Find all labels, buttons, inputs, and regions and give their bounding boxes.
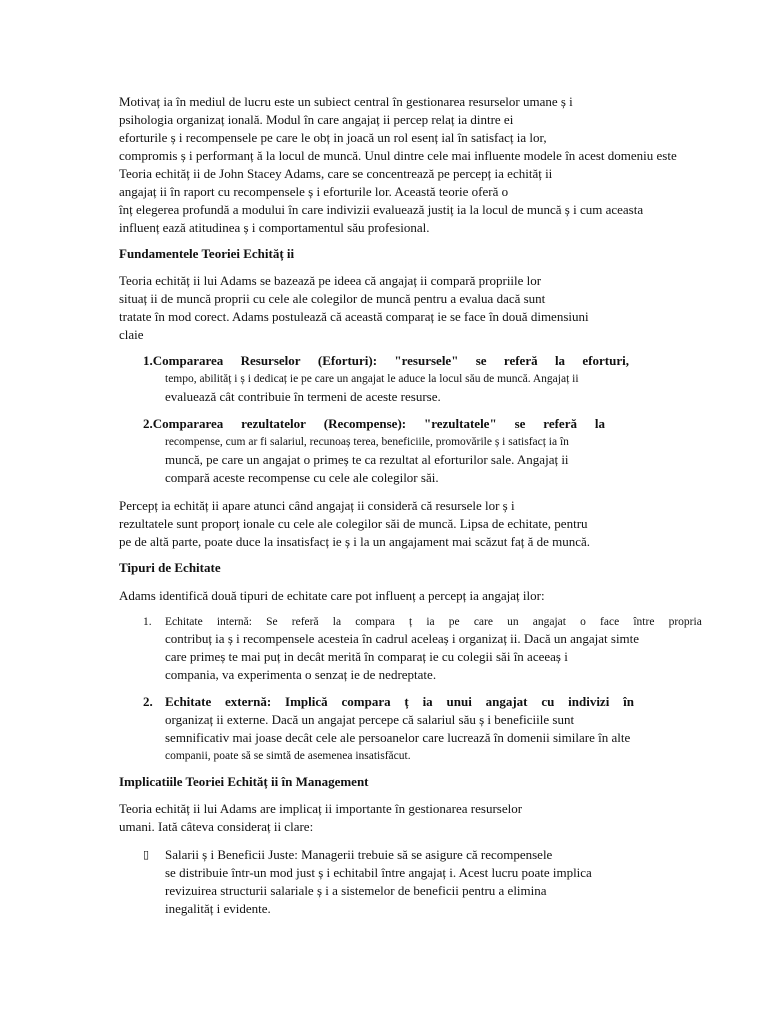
word: internă: [216, 616, 252, 628]
list-item-title [143, 415, 605, 433]
word: eforturi, [582, 353, 629, 368]
text-line: Motivaț ia în mediul de lucru este un subiect central în gestionarea resurselor umane ș i [119, 94, 573, 109]
word: referă [291, 616, 319, 628]
word: face [600, 616, 620, 628]
word: ț [404, 694, 409, 709]
text-line: Teoria echităț ii lui Adams se bazează pe ideea că angajaț ii compară propriile lor [119, 273, 542, 288]
text-line: Percepț ia echităț ii apare atunci când angajaț ii consideră că resursele lor ș i [119, 498, 515, 513]
word: compara [341, 694, 391, 709]
word: angajat [485, 694, 528, 709]
word: se [475, 353, 487, 368]
list-number: 1. [143, 616, 152, 628]
word: cu [541, 694, 555, 709]
word: referă [503, 353, 538, 368]
justified-line [143, 415, 605, 433]
text-line: revizuirea structurii salariale ș i a sistemelor de beneficii pentru a elimina [165, 883, 547, 898]
word: Echitate [165, 694, 212, 709]
word: (Eforturi): [317, 353, 378, 368]
text-line: Teoria echităț ii de John Stacey Adams, care se concentrează pe percepț ia echităț ii [119, 166, 553, 181]
word: se [514, 416, 526, 431]
word: în [623, 694, 634, 709]
justified-line [165, 613, 702, 631]
text-line: muncă, pe care un angajat o primeș te ca rezultat al eforturilor sale. Angajaț ii [165, 452, 569, 467]
text-line: înț elegerea profundă a modului în care indivizii evaluează justiț ia la locul de muncă ș i cum aceasta [119, 202, 644, 217]
list-number: 2. [143, 694, 153, 709]
word: externă: [225, 694, 272, 709]
word: Compararea [152, 416, 224, 431]
word: "resursele" [394, 353, 459, 368]
text-line: psihologia organizaț ională. Modul în care angajaț ii percep relaț ia dintre ei [119, 112, 514, 127]
text-line: Salarii ș i Beneficii Juste: Managerii trebuie să se asigure că recompensele [165, 847, 553, 862]
text-line: compară aceste recompense cu cele ale colegilor săi. [165, 470, 439, 485]
text-line: tempo, abilităț i ș i dedicaț ie pe care un angajat le aduce la locul său de muncă. Angajaț ii [165, 373, 579, 385]
text-line: se distribuie într-un mod just ș i echitabil între angajaț i. Acest lucru poate implica [165, 865, 592, 880]
word: ț [408, 616, 413, 628]
text-line: contribuț ia ș i recompensele acesteia în cadrul aceleaș i organizaț ii. Dacă un angajat simte [165, 631, 640, 646]
text-line: evaluează cât contribuie în termeni de aceste resurse. [165, 389, 441, 404]
text-line: umani. Iată câteva consideraț ii clare: [119, 819, 314, 834]
text-line: compromis ș i performanț ă la locul de muncă. Unul dintre cele mai influente modele în acest domeniu este [119, 148, 677, 163]
section-heading-tipuri: Tipuri de Echitate [119, 560, 221, 575]
word: rezultatelor [241, 416, 306, 431]
section2-intro: Adams identifică două tipuri de echitate care pot influenț a percepț ia angajaț ilor: [119, 588, 545, 603]
word: care [473, 616, 493, 628]
word: la [554, 353, 566, 368]
section-heading-implicatii: Implicatiile Teoriei Echităț ii în Management [119, 774, 369, 789]
list-number: 2. [143, 416, 153, 431]
text-line: influenț ează atitudinea ș i comportamentul său profesional. [119, 220, 430, 235]
word: Compararea [152, 353, 224, 368]
text-line: care primeș te mai puț in decât merită în comparaț ie cu colegii săi în aceeaș i [165, 649, 568, 664]
word: referă [543, 416, 577, 431]
section1-paragraph [119, 272, 739, 344]
word: ia [422, 694, 433, 709]
text-line: Teoria echităț ii lui Adams are implicaț ii importante în gestionarea resurselor [119, 801, 523, 816]
text-line: inegalităț i evidente. [165, 901, 271, 916]
justified-line [165, 693, 634, 711]
text-line: pe de altă parte, poate duce la insatisfacț ie ș i la un angajament mai scăzut faț ă de muncă. [119, 534, 591, 549]
section1-closing-paragraph [119, 497, 739, 551]
text-line: compania, va experimenta o senzaț ie de nedreptate. [165, 667, 437, 682]
word: "rezultatele" [424, 416, 497, 431]
list-number: 1. [143, 353, 153, 368]
text-line: organizaț ii externe. Dacă un angajat percepe că salariul său ș i beneficiile sunt [165, 712, 575, 727]
word: între [633, 616, 655, 628]
word: la [594, 416, 605, 431]
word: o [580, 616, 586, 628]
text-line: semnificativ mai joase decât cele ale persoanelor care lucrează în domenii similare în alte [165, 730, 631, 745]
word: angajat [532, 616, 566, 628]
text-line: angajaț ii în raport cu recompensele ș i eforturile lor. Această teorie oferă o [119, 184, 509, 199]
word: unui [446, 694, 472, 709]
word: un [507, 616, 519, 628]
text-line: rezultatele sunt proporț ionale cu cele ale colegilor săi de muncă. Lipsa de echitate, pentru [119, 516, 588, 531]
text-line: situaț ii de muncă proprii cu cele ale colegilor de muncă pentru a evalua dacă sunt [119, 291, 546, 306]
text-line: recompense, cum ar fi salariul, recunoaș terea, beneficiile, promovările ș i satisfacț ia în [165, 436, 569, 448]
text-line: claie [119, 327, 144, 342]
justified-line [143, 352, 629, 370]
text-line: tratate în mod corect. Adams postulează că această comparaț ie se face în două dimensiuni [119, 309, 589, 324]
word: (Recompense): [323, 416, 407, 431]
word: Implică [285, 694, 328, 709]
intro-paragraph [119, 93, 739, 237]
missing-glyph-icon: ▯ [143, 849, 150, 861]
word: propria [668, 616, 702, 628]
text-line: companii, poate să se simtă de asemenea insatisfăcut. [165, 750, 411, 762]
word: Se [266, 616, 278, 628]
word: pe [448, 616, 460, 628]
word: indivizi [568, 694, 610, 709]
text-line: eforturile ș i recompensele pe care le obț in joacă un rol esenț ial în satisfacț ia lor, [119, 130, 547, 145]
word: Resurselor [240, 353, 301, 368]
word: compara [355, 616, 395, 628]
word: ia [426, 616, 435, 628]
section3-paragraph [119, 800, 739, 836]
word: la [332, 616, 342, 628]
section-heading-fundamentele: Fundamentele Teoriei Echităț ii [119, 246, 295, 261]
list-item-title [143, 352, 629, 370]
word: Echitate [165, 616, 203, 628]
